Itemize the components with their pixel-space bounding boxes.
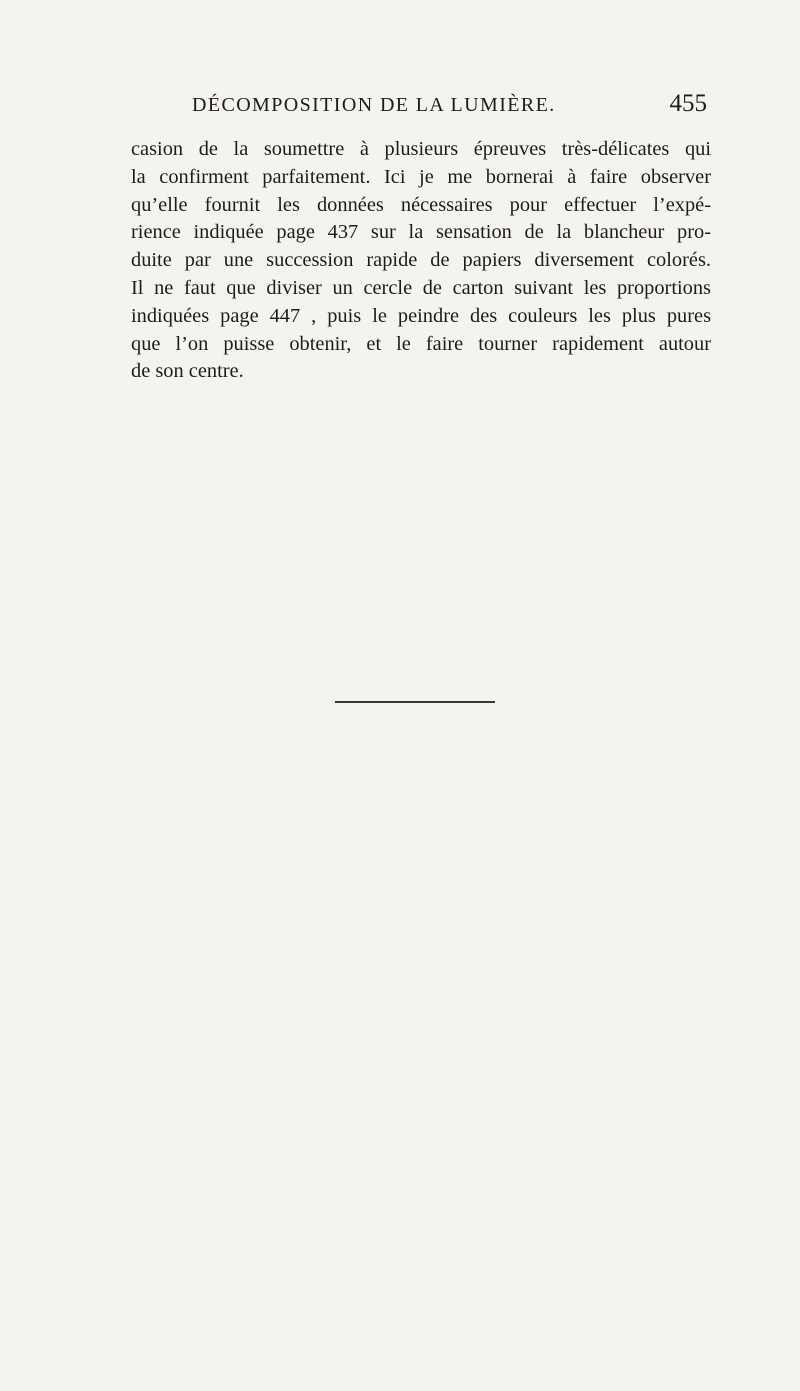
paragraph <box>131 136 711 386</box>
text-line: Il ne faut que diviser un cercle de carton suivant les proportions <box>131 276 711 299</box>
text-line: indiquées page 447 , puis le peindre des couleurs les plus pures <box>131 304 711 327</box>
text-line: qu’elle fournit les données nécessaires pour effectuer l’expé- <box>131 193 711 216</box>
text-line: casion de la soumettre à plusieurs épreuves très-délicates qui <box>131 138 711 160</box>
text-line: de son centre. <box>131 360 244 383</box>
running-head <box>192 90 712 124</box>
section-end-rule <box>335 701 495 703</box>
running-title: DÉCOMPOSITION DE LA LUMIÈRE. <box>192 94 556 116</box>
text-line: duite par une succession rapide de papiers diversement colorés. <box>131 249 711 272</box>
text-line: que l’on puisse obtenir, et le faire tourner rapidement autour <box>131 332 711 355</box>
text-line: rience indiquée page 437 sur la sensation de la blancheur pro- <box>131 221 711 244</box>
page-number: 455 <box>669 90 707 117</box>
text-line: la confirment parfaitement. Ici je me bornerai à faire observer <box>131 165 711 188</box>
